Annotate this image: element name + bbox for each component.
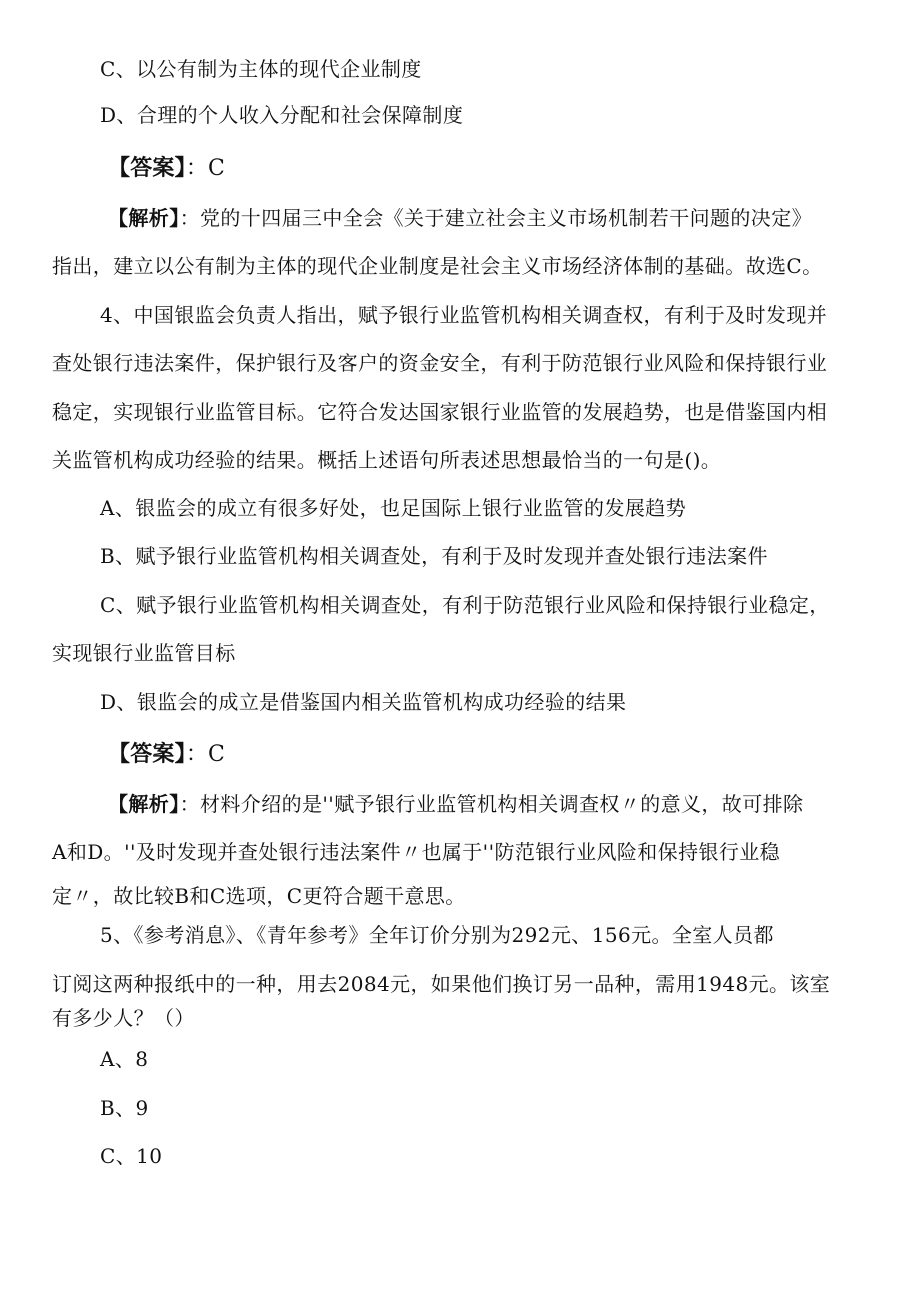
q4-analysis-line3: 定〃，故比较B和C选项，C更符合题干意思。 — [52, 884, 466, 908]
q4-analysis-text1: ：材料介绍的是''赋予银行业监管机构相关调查权〃的意义，故可排除 — [179, 792, 804, 816]
q4-option-c-line2: 实现银行业监管目标 — [52, 641, 236, 665]
q3-analysis-label: 【解析】 — [108, 206, 180, 230]
q4-stem-line2: 查处银行违法案件，保护银行及客户的资金安全，有利于防范银行业风险和保持银行业 — [52, 351, 828, 375]
q4-analysis-line1 — [108, 790, 803, 818]
q4-option-c-line1: C、赋予银行业监管机构相关调查处，有利于防范银行业风险和保持银行业稳定， — [100, 593, 830, 617]
q3-analysis-text1: ：党的十四届三中全会《关于建立社会主义市场机制若干问题的决定》 — [179, 206, 813, 230]
q5-option-c: C、10 — [100, 1144, 163, 1168]
q4-stem-line1: 4、中国银监会负责人指出，赋予银行业监管机构相关调查权，有利于及时发现并 — [100, 303, 828, 327]
q3-analysis-line1 — [108, 204, 812, 232]
q3-option-d: D、合理的个人收入分配和社会保障制度 — [100, 103, 464, 127]
q3-answer — [108, 155, 225, 183]
q5-option-a: A、8 — [100, 1047, 149, 1071]
q4-answer — [108, 741, 225, 769]
q4-stem-line3: 稳定，实现银行业监管目标。它符合发达国家银行业监管的发展趋势，也是借鉴国内相 — [52, 400, 828, 424]
q3-answer-label: 【答案】 — [108, 156, 186, 181]
q5-stem-line3: 有多少人？（） — [52, 1006, 195, 1030]
q4-stem-line4: 关监管机构成功经验的结果。概括上述语句所表述思想最恰当的一句是()。 — [52, 448, 722, 472]
q5-option-b: B、9 — [100, 1096, 149, 1120]
q3-option-c: C、以公有制为主体的现代企业制度 — [100, 57, 422, 81]
q4-answer-value: ：C — [185, 742, 226, 767]
q4-analysis-label: 【解析】 — [108, 792, 180, 816]
q4-option-a: A、银监会的成立有很多好处，也足国际上银行业监管的发展趋势 — [100, 496, 687, 520]
q3-analysis-line2: 指出，建立以公有制为主体的现代企业制度是社会主义市场经济体制的基础。故选C。 — [52, 254, 823, 278]
q5-stem-line1: 5、《参考消息》、《青年参考》全年订价分别为292元、156元。全室人员都 — [100, 923, 774, 947]
q4-option-d: D、银监会的成立是借鉴国内相关监管机构成功经验的结果 — [100, 690, 627, 714]
q4-option-b: B、赋予银行业监管机构相关调查处，有利于及时发现并查处银行违法案件 — [100, 544, 768, 568]
q4-analysis-line2: A和D。''及时发现并查处银行违法案件〃也属于''防范银行业风险和保持银行业稳 — [52, 840, 781, 864]
q4-answer-label: 【答案】 — [108, 742, 186, 767]
q3-answer-value: ：C — [185, 156, 226, 181]
q5-stem-line2: 订阅这两种报纸中的一种，用去2084元，如果他们换订另一品种，需用1948元。该室 — [52, 972, 831, 996]
